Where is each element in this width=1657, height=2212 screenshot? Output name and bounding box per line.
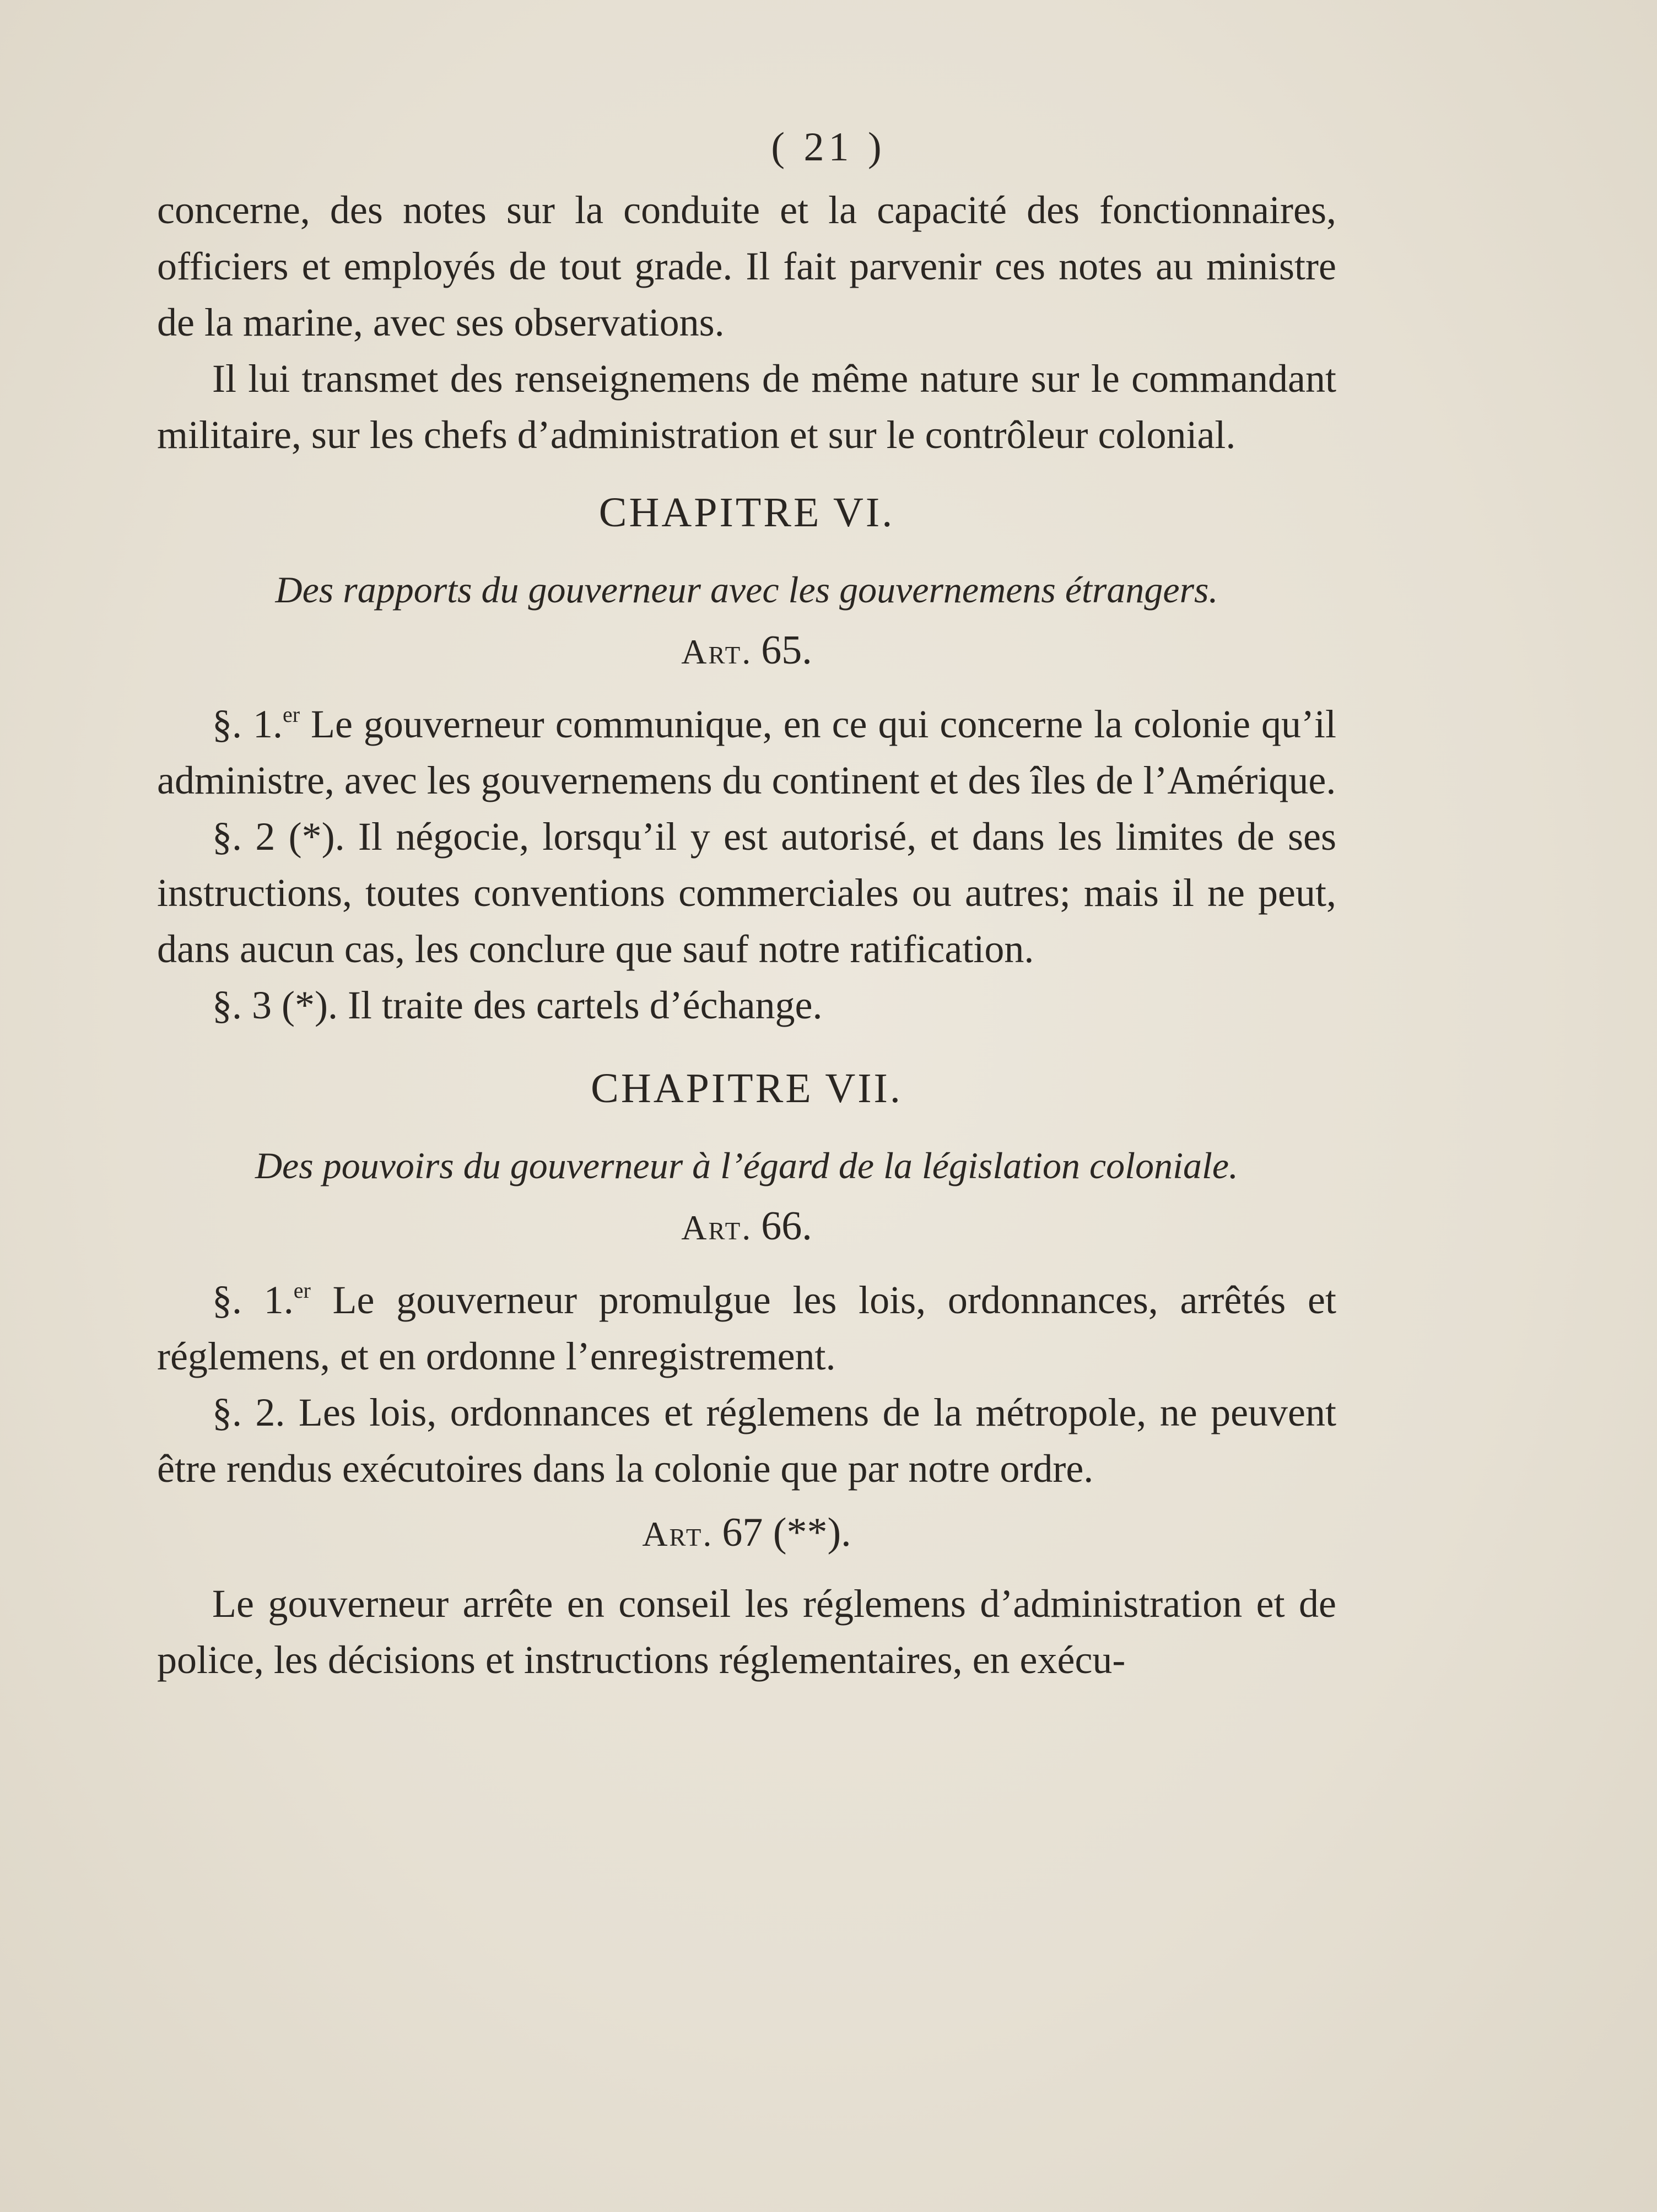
spacer	[157, 1497, 1336, 1502]
section-paragraph: §. 2. Les lois, ordonnances et réglemens de la métropole, ne peuvent être rendus exécutoires dans la colonie que par notre ordre.	[157, 1390, 1336, 1491]
article-number: 65.	[761, 628, 812, 673]
article-label: Art.	[681, 632, 753, 671]
page-number: ( 21 )	[771, 125, 886, 170]
section-paragraph: §. 3 (*). Il traite des cartels d’échange.	[212, 983, 823, 1027]
paragraph-continuation: concerne, des notes sur la conduite et la capacité des fonctionnaires, officiers et employés de tout grade. Il fait parvenir ces notes au ministre de la marine, avec ses observations.	[157, 188, 1336, 344]
paragraph: Le gouverneur arrête en conseil les réglemens d’administration et de police, les décisions et instructions réglementaires, en exécu-	[157, 1582, 1336, 1682]
section-paragraph	[157, 1272, 1336, 1384]
section-text: Le gouverneur promulgue les lois, ordonnances, arrêtés et réglemens, et en ordonne l’enregistrement.	[157, 1278, 1337, 1378]
section-marker: §. 1.	[212, 1278, 294, 1322]
article-number: 66.	[761, 1204, 812, 1249]
spacer	[157, 1033, 1336, 1058]
section-paragraph: §. 2 (*). Il négocie, lorsqu’il y est autorisé, et dans les limites de ses instructions, toutes conventions commerciales ou autres; mais il ne peut, dans aucun cas, les conclure que sauf notre ratification.	[157, 814, 1336, 971]
spacer	[157, 463, 1336, 482]
section-paragraph	[157, 696, 1336, 808]
article-label: Art.	[681, 1208, 753, 1247]
section-ordinal: er	[293, 1278, 311, 1303]
paragraph: Il lui transmet des renseignemens de même nature sur le commandant militaire, sur les chefs d’administration et sur le contrôleur colonial.	[157, 357, 1336, 457]
chapter-title: CHAPITRE VI.	[598, 489, 895, 536]
article-heading	[157, 620, 1336, 682]
spacer	[157, 543, 1336, 559]
article-label: Art.	[642, 1514, 714, 1553]
spacer	[157, 682, 1336, 696]
chapter-subtitle: Des pouvoirs du gouverneur à l’égard de la législation coloniale.	[255, 1145, 1239, 1186]
chapter-subtitle: Des rapports du gouverneur avec les gouvernemens étrangers.	[275, 569, 1218, 611]
section-marker: §. 1.	[212, 702, 283, 746]
article-heading	[157, 1196, 1336, 1258]
section-ordinal: er	[282, 702, 300, 727]
article-heading	[157, 1502, 1336, 1564]
spacer	[157, 118, 1336, 182]
spacer	[157, 1119, 1336, 1135]
text-block	[157, 118, 1336, 1688]
article-number: 67 (**).	[722, 1510, 851, 1555]
chapter-title: CHAPITRE VII.	[591, 1065, 903, 1112]
spacer	[157, 1564, 1336, 1576]
spacer	[157, 1258, 1336, 1272]
section-text: Le gouverneur communique, en ce qui concerne la colonie qu’il administre, avec les gouvernemens du continent et des îles de l’Amérique.	[157, 702, 1336, 802]
